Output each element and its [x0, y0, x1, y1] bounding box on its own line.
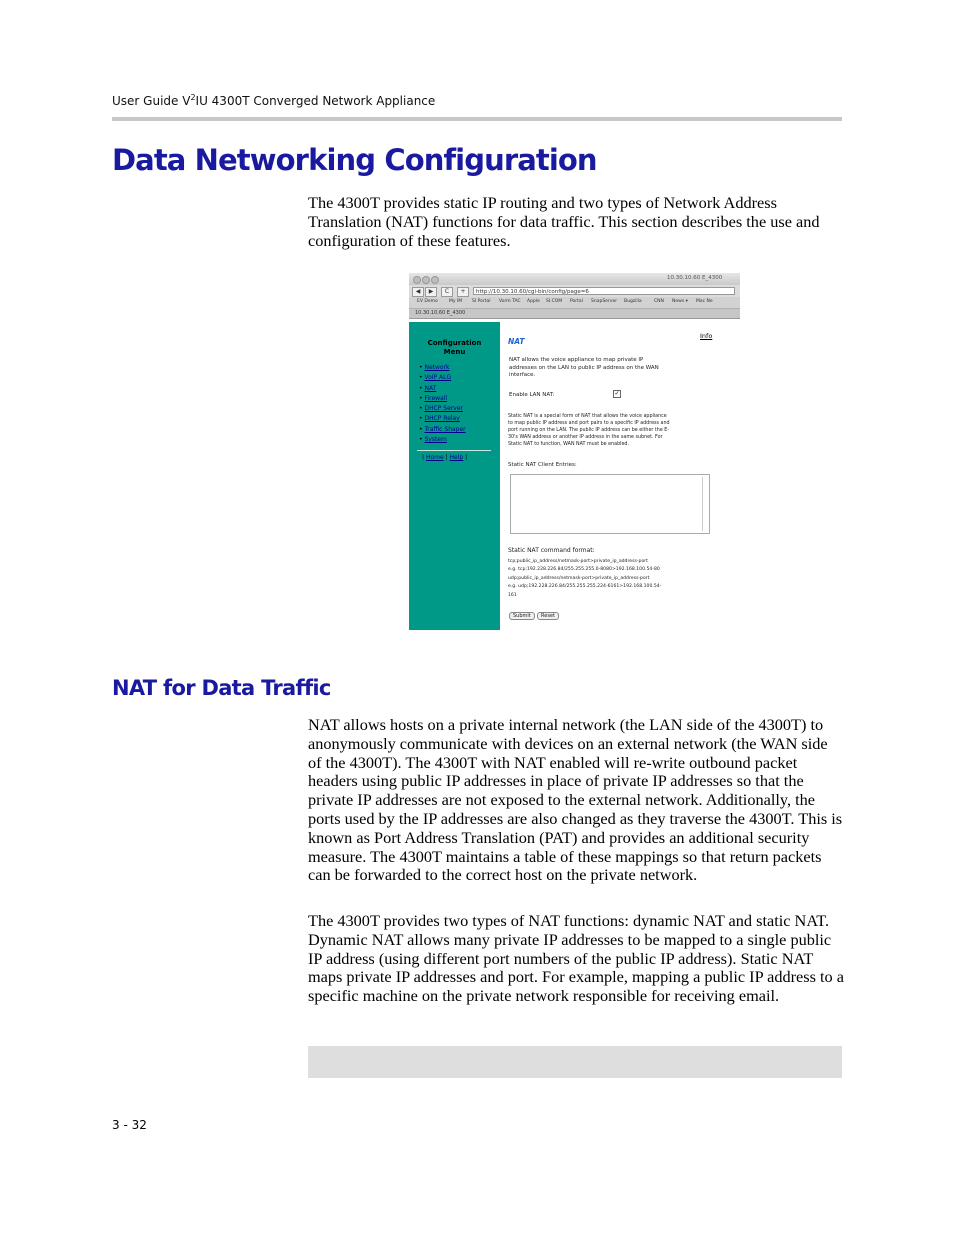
page-number: 3 - 32: [112, 1118, 147, 1132]
menu-item-network[interactable]: • Network: [419, 364, 450, 371]
static-nat-format-label: Static NAT command format:: [508, 547, 595, 554]
nat-config-screenshot: [409, 273, 740, 630]
menu-item-system[interactable]: • System: [419, 436, 447, 444]
nat-description: NAT allows the voice appliance to map private IP addresses on the LAN to public IP address on the WAN interface.: [509, 357, 659, 379]
nat-page-title: NAT: [508, 337, 525, 346]
bookmark-item[interactable]: My IM: [449, 299, 463, 304]
nat-paragraph-2: The 4300T provides two types of NAT functions: dynamic NAT and static NAT. Dynamic NAT allows many private IP addresses to be mapped to a single public IP address (using different port numbers of the public IP address). Static NAT maps private IP addresses and port. For example, mapping a public IP address to a specific machine on the private network responsible for receiving email.: [308, 911, 844, 1006]
bookmark-item[interactable]: SI.COM: [546, 299, 563, 304]
static-nat-format-examples: tcp;public_ip_address/netmask-port>private_ip_address-port e.g. tcp;192.228.226.84/255.255.255.0-8080>192.168.100.54-80 udp;public_ip_address/netmask-port>private_ip_address-port e.g. udp;192.228.226.84/255.255.255.224-6161>192.168.100.54- 161: [508, 559, 662, 598]
url-field[interactable]: http://10.30.10.60/cgi-bin/config/page=6: [473, 287, 735, 295]
static-nat-entries-textarea[interactable]: [510, 474, 710, 534]
back-arrow-icon[interactable]: ◀: [412, 287, 424, 297]
nat-paragraph-1: NAT allows hosts on a private internal network (the LAN side of the 4300T) to anonymously communicate with devices on an external network (the WAN side of the 4300T). The 4300T with NAT enabled will re-write outbound packet headers using public IP addresses in place of private IP addresses so that the private IP addresses are not exposed to the external network. Additionally, the ports used by the IP addresses are also changed as they traverse the 4300T. This is known as Port Address Translation (PAT) and provides an additional security measure. The 4300T maintains a table of these mappings so that return packets can be forwarded to the correct host on the private network.: [308, 715, 843, 885]
zoom-window-icon[interactable]: [431, 276, 439, 284]
note-box: [308, 1046, 842, 1078]
section-title: Data Networking Configuration: [112, 143, 597, 177]
help-link[interactable]: Help: [449, 454, 464, 461]
bookmark-item[interactable]: Portal: [570, 299, 583, 304]
bookmark-item[interactable]: Apple: [527, 299, 540, 304]
bookmark-item[interactable]: EV Demo: [417, 299, 438, 304]
nat-config-panel: [500, 322, 740, 630]
info-link[interactable]: Info: [700, 332, 713, 340]
menu-item-dhcp-server[interactable]: • DHCP Server: [419, 405, 463, 413]
enable-lan-nat-checkbox[interactable]: ✓: [614, 390, 620, 397]
tab-bar: [409, 309, 740, 319]
static-nat-entries-label: Static NAT Client Entries:: [508, 462, 577, 468]
sidebar-divider: [417, 450, 491, 451]
config-menu-list: [419, 363, 466, 445]
browser-toolbar: [409, 285, 740, 297]
menu-item-dhcp-relay[interactable]: • DHCP Relay: [419, 415, 460, 423]
reload-icon[interactable]: C: [441, 287, 453, 297]
enable-lan-nat-label: Enable LAN NAT:: [509, 392, 555, 398]
header-rule: [112, 117, 842, 121]
sidebar-footer-links: | Home | Help |: [422, 454, 468, 461]
menu-title: Configuration Menu: [427, 339, 482, 356]
bookmark-item[interactable]: CNN: [654, 299, 664, 304]
menu-item-voip-alg[interactable]: • VoIP ALG: [419, 374, 452, 382]
home-link[interactable]: Home: [425, 454, 444, 461]
close-window-icon[interactable]: [413, 276, 421, 284]
running-header: User Guide $V^2IU$ 4300T Converged Network Appliance: [112, 93, 436, 108]
subsection-title: NAT for Data Traffic: [112, 676, 331, 700]
reset-button[interactable]: Reset: [537, 612, 559, 620]
submit-button[interactable]: Submit: [509, 612, 535, 620]
bookmark-item[interactable]: SI Portal: [472, 299, 491, 304]
minimize-window-icon[interactable]: [422, 276, 430, 284]
textarea-scrollbar[interactable]: [702, 477, 707, 531]
static-nat-description: Static NAT is a special form of NAT that allows the voice appliance to map public IP address and port pairs to a specific IP address and port running on the LAN. The public IP address can be either the E- 30's WAN address or another IP address in the same subnet. For Static NAT to function, WAN NAT must be enabled.: [508, 414, 670, 447]
window-title: 10.30.10.60 E_4300: [667, 275, 723, 281]
forward-arrow-icon[interactable]: ▶: [425, 287, 437, 297]
intro-paragraph: The 4300T provides static IP routing and two types of Network Address Translation (NAT) functions for data traffic. This section describes the use and configuration of these features.: [308, 193, 820, 250]
bookmark-item[interactable]: Mac Ne: [696, 299, 713, 304]
browser-tab[interactable]: 10.30.10.60 E_4300: [415, 310, 466, 316]
bookmark-item[interactable]: News ▾: [672, 299, 688, 304]
add-bookmark-icon[interactable]: +: [457, 287, 469, 297]
config-menu-sidebar: [409, 322, 500, 630]
bookmarks-bar: [409, 297, 740, 309]
bookmark-item[interactable]: SnapServer: [591, 299, 618, 304]
bookmark-item[interactable]: Vorm TAC: [499, 299, 521, 304]
bookmark-item[interactable]: Bugzilla: [624, 299, 642, 304]
menu-item-traffic-shaper[interactable]: • Traffic Shaper: [419, 425, 466, 433]
menu-item-firewall[interactable]: • Firewall: [419, 394, 448, 402]
menu-item-nat[interactable]: • NAT: [419, 384, 437, 392]
